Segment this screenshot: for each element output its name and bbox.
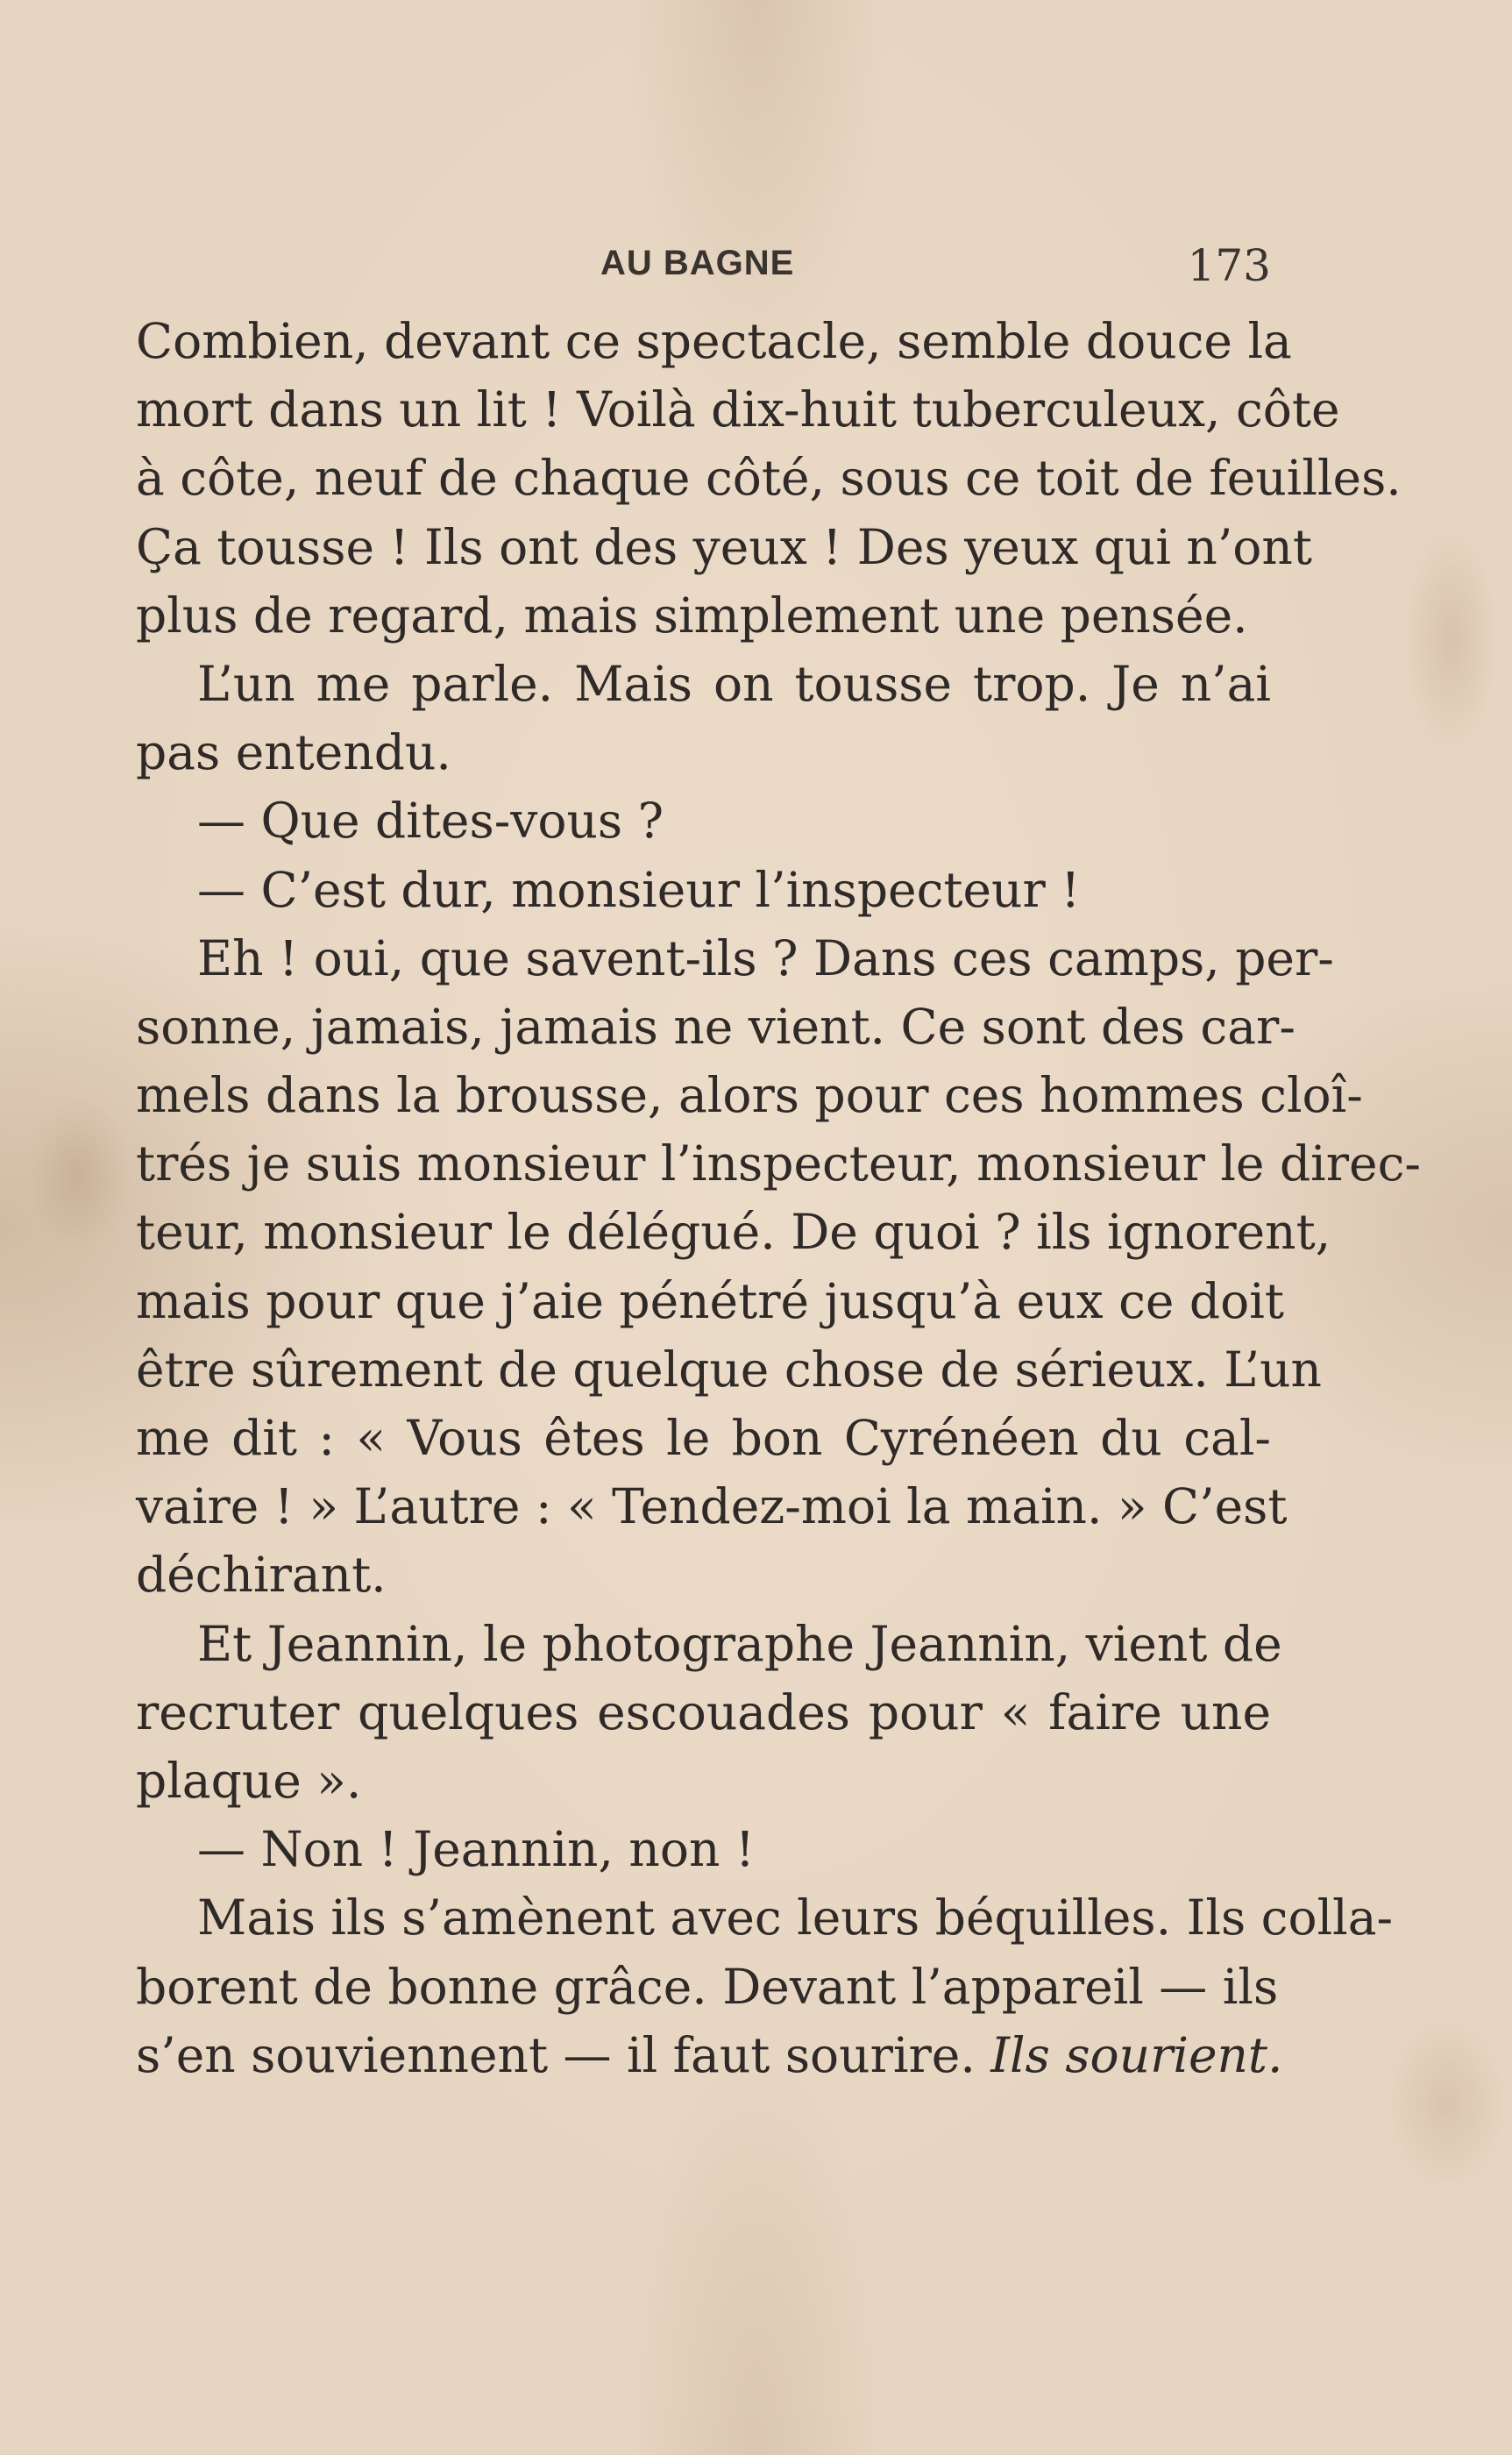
dialogue-line: — Que dites-vous ? (197, 793, 664, 850)
text-line: à côte, neuf de chaque côté, sous ce toit de feuilles. (136, 450, 1402, 507)
italic-phrase: Ils sourient. (990, 2026, 1283, 2083)
text-line (136, 2021, 1283, 2089)
text-line: plus de regard, mais simplement une pensée. (136, 587, 1248, 644)
text-line: mais pour que j’aie pénétré jusqu’à eux ce doit (136, 1272, 1284, 1329)
text-line: Et Jeannin, le photographe Jeannin, vient de (197, 1615, 1282, 1672)
text-line: teur, monsieur le délégué. De quoi ? ils ignorent, (136, 1204, 1331, 1261)
text-line: déchirant. (136, 1547, 387, 1604)
running-title: AU BAGNE (600, 244, 795, 282)
text-line: être sûrement de quelque chose de sérieux. L’un (136, 1341, 1322, 1398)
dialogue-line: — C’est dur, monsieur l’inspecteur ! (197, 861, 1081, 918)
text-line: pas entendu. (136, 724, 451, 781)
text-line-start: s’en souviennent — il faut sourire. (136, 2026, 991, 2083)
text-line: Mais ils s’amènent avec leurs béquilles. Ils colla- (197, 1889, 1394, 1946)
text-line: Ça tousse ! Ils ont des yeux ! Des yeux qui n’ont (136, 518, 1312, 575)
paper-stain (26, 1096, 131, 1254)
text-line: trés je suis monsieur l’inspecteur, monsieur le direc- (136, 1135, 1421, 1192)
text-line: sonne, jamais, jamais ne vient. Ce sont des car- (136, 998, 1295, 1055)
page-header (136, 237, 1271, 298)
page-number: 173 (1187, 240, 1271, 291)
text-line: L’un me parle. Mais on tousse trop. Je n’ai (197, 655, 1271, 712)
text-line: plaque ». (136, 1752, 362, 1809)
text-line: me dit : « Vous êtes le bon Cyrénéen du cal- (136, 1410, 1271, 1466)
paper-stain (1385, 2017, 1508, 2192)
text-line: Combien, devant ce spectacle, semble douce la (136, 313, 1292, 369)
text-line: mels dans la brousse, alors pour ces hommes cloî- (136, 1067, 1363, 1124)
text-line: vaire ! » L’autre : « Tendez-moi la main. » C’est (136, 1478, 1288, 1535)
text-line: mort dans un lit ! Voilà dix-huit tuberculeux, côte (136, 381, 1340, 438)
dialogue-line: — Non ! Jeannin, non ! (197, 1821, 755, 1878)
text-line: recruter quelques escouades pour « faire une (136, 1683, 1271, 1740)
text-line: Eh ! oui, que savent-ils ? Dans ces camps, per- (197, 929, 1334, 986)
text-line: borent de bonne grâce. Devant l’appareil — ils (136, 1958, 1279, 2015)
body-text (136, 307, 1421, 2089)
paper-stain (1402, 526, 1499, 754)
